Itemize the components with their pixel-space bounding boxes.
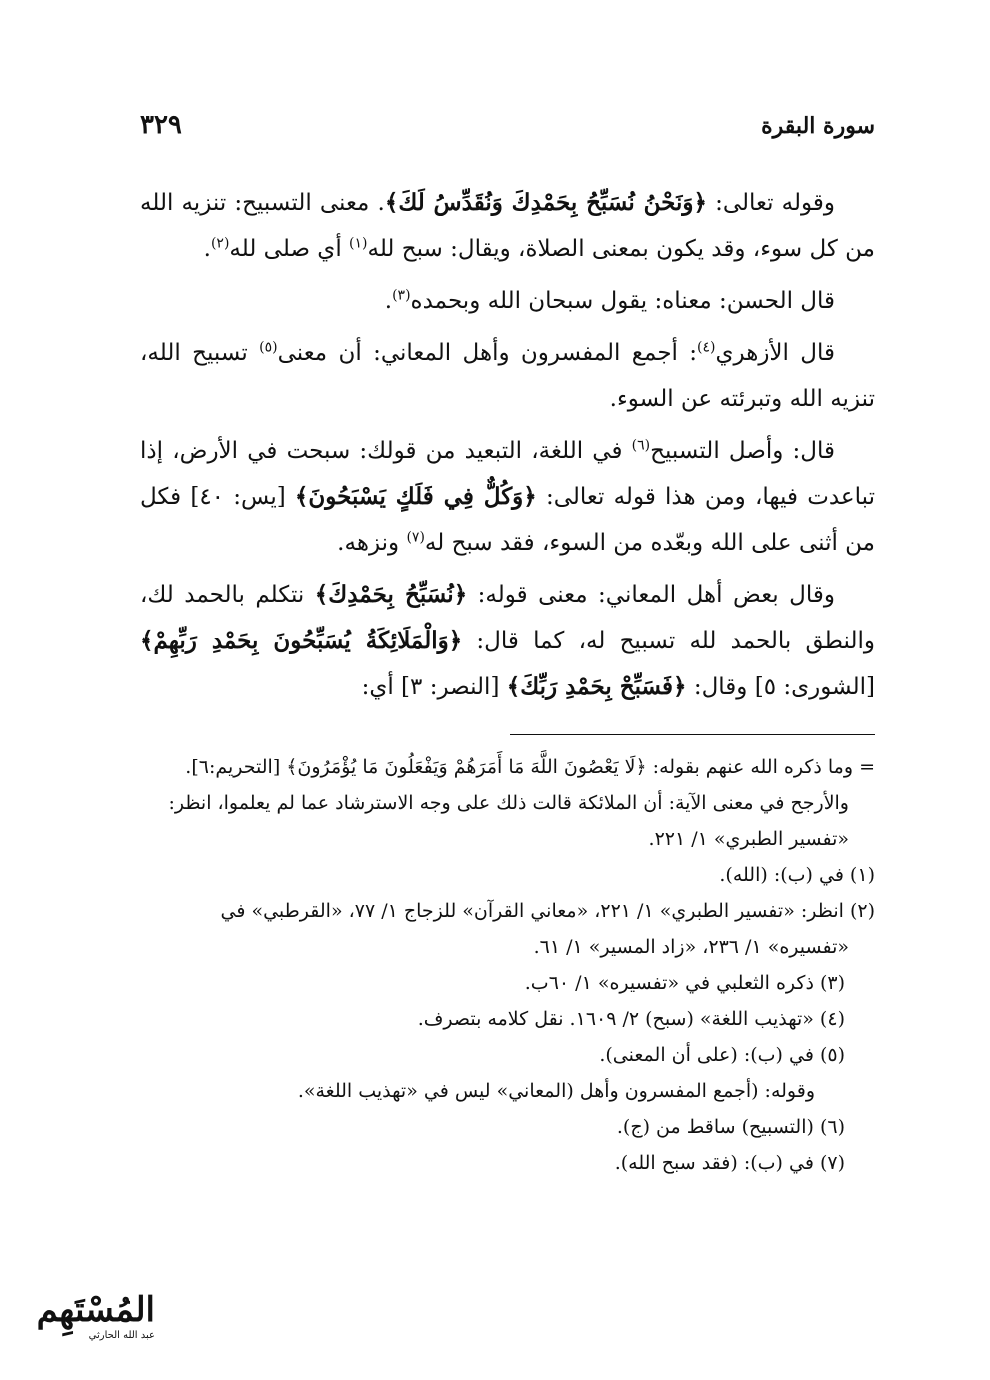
paragraph-2 bbox=[140, 278, 875, 324]
quran-verse: ﴿فَسَبِّحْ بِحَمْدِ رَبِّكَ﴾ bbox=[506, 673, 687, 700]
page-number: ٣٢٩ bbox=[140, 110, 182, 140]
footnote-ref: (٥) bbox=[259, 339, 278, 356]
surah-title: سورة البقرة bbox=[761, 113, 875, 139]
main-text bbox=[140, 180, 875, 710]
quran-verse: ﴿نُسَبِّحُ بِحَمْدِكَ﴾ bbox=[314, 581, 468, 608]
text-span: [يس: ٤٠] فكل من أثنى على الله وبعّده من السوء، فقد سبح له bbox=[140, 484, 875, 556]
quran-verse: ﴿وَنَحْنُ نُسَبِّحُ بِحَمْدِكَ وَنُقَدِّسُ لَكَ﴾ bbox=[384, 189, 707, 216]
footnote-4: (٤) «تهذيب اللغة» (سبح) ٢/ ١٦٠٩. نقل كلامه بتصرف. bbox=[417, 1008, 845, 1030]
page-header bbox=[140, 110, 875, 150]
text-span: نتكلم بالحمد لك، والنطق بالحمد لله تسبيح له، كما قال: bbox=[140, 582, 875, 654]
footnote-ref: (٤) bbox=[697, 339, 716, 356]
book-page bbox=[140, 110, 875, 1181]
text-span: . معنى التسبيح: تنزيه الله من كل سوء، وقد يكون بمعنى الصلاة، ويقال: سبح لله bbox=[140, 190, 875, 262]
watermark-logo bbox=[15, 1290, 155, 1368]
footnote-7: (٧) في (ب): (فقد سبح الله). bbox=[614, 1152, 845, 1174]
footnote-3: (٣) ذكره الثعلبي في «تفسيره» ١/ ٦٠ب. bbox=[524, 972, 845, 994]
footnote-continuation: = وما ذكره الله عنهم بقوله: ﴿لَا يَعْصُونَ اللَّهَ مَا أَمَرَهُمْ وَيَفْعَلُونَ مَا يُؤْمَرُونَ﴾ [التحريم:٦]. والأرجح في معنى الآية: أن الملائكة قالت ذلك على وجه الاسترشاد عما لم يعلموا، انظر: «تفسير الطبري» ١/ ٢٢١. bbox=[168, 756, 875, 850]
footnote-5: (٥) في (ب): (على أن المعنى). bbox=[599, 1044, 845, 1066]
text-span: وقوله تعالى: bbox=[706, 190, 835, 216]
text-span: قال الحسن: معناه: يقول سبحان الله وبحمده bbox=[410, 288, 835, 314]
text-span: وقال بعض أهل المعاني: معنى قوله: bbox=[467, 582, 835, 608]
paragraph-4 bbox=[140, 428, 875, 566]
quran-verse: ﴿وَكُلٌّ فِي فَلَكٍ يَسْبَحُونَ﴾ bbox=[294, 483, 537, 510]
footnotes bbox=[140, 749, 875, 1181]
footnote-2: (٢) انظر: «تفسير الطبري» ١/ ٢٢١، «معاني القرآن» للزجاج ١/ ٧٧، «القرطبي» في «تفسيره» ١/ ٢٣٦، «زاد المسير» ١/ ٦١. bbox=[220, 900, 875, 958]
paragraph-3 bbox=[140, 330, 875, 422]
text-span: ونزهه. bbox=[337, 530, 407, 556]
text-span: قال: وأصل التسبيح bbox=[650, 438, 835, 464]
footnote-divider bbox=[510, 734, 875, 735]
text-span: [النصر: ٣] أي: bbox=[361, 674, 507, 700]
paragraph-1 bbox=[140, 180, 875, 272]
footnote-ref: (٣) bbox=[392, 287, 411, 304]
footnote-5-note: وقوله: (أجمع المفسرون وأهل (المعاني» ليس في «تهذيب اللغة». bbox=[297, 1080, 815, 1102]
watermark-text: المُسْتَهِم bbox=[36, 1290, 155, 1330]
text-span: تسبيح الله، تنزيه الله وتبرئته عن السوء. bbox=[140, 340, 875, 412]
paragraph-5 bbox=[140, 572, 875, 710]
text-span: . bbox=[384, 288, 393, 314]
watermark-subtext: عبد الله الحارثي bbox=[88, 1330, 155, 1341]
text-span: أي صلى لله bbox=[229, 236, 350, 262]
footnote-ref: (٢) bbox=[210, 235, 230, 252]
footnote-6: (٦) (التسبيح) ساقط من (ج). bbox=[616, 1116, 845, 1138]
footnote-ref: (٦) bbox=[631, 437, 651, 454]
text-span: . bbox=[203, 236, 211, 262]
footnote-ref: (١) bbox=[349, 235, 368, 252]
text-span: : أجمع المفسرون وأهل المعاني: أن معنى bbox=[277, 340, 698, 366]
quran-verse: ﴿وَالْمَلَائِكَةُ يُسَبِّحُونَ بِحَمْدِ رَبِّهِمْ﴾ bbox=[140, 627, 463, 654]
text-span: [الشورى: ٥] وقال: bbox=[686, 674, 875, 700]
footnote-ref: (٧) bbox=[406, 529, 425, 546]
footnote-1: (١) في (ب): (الله). bbox=[719, 864, 875, 886]
text-span: قال الأزهري bbox=[715, 340, 835, 366]
text-span: في اللغة، التبعيد من قولك: سبحت في الأرض، إذا تباعدت فيها، ومن هذا قوله تعالى: bbox=[140, 438, 875, 510]
